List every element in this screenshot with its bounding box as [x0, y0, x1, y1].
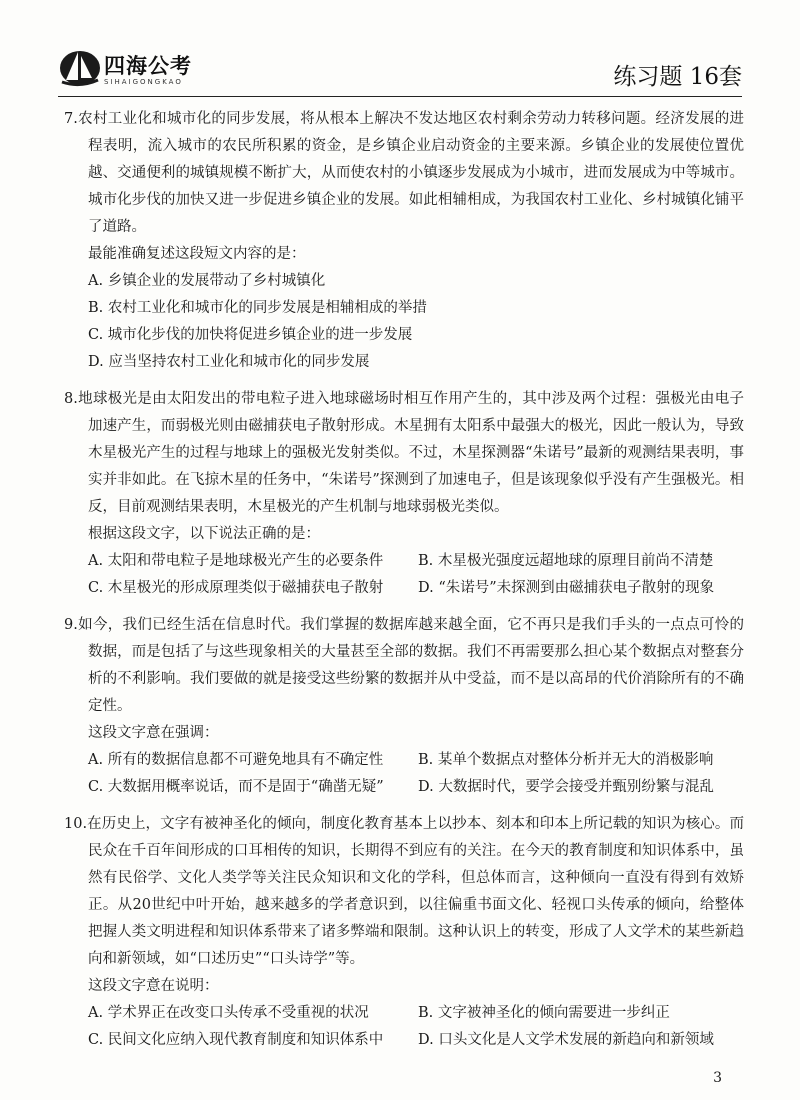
option-c: C. 大数据用概率说话，而不是固于“确凿无疑”: [88, 779, 384, 795]
exercise-set-title: 练习题 16套: [613, 64, 742, 90]
question-10: [64, 811, 744, 1054]
question-stem: [64, 612, 744, 720]
question-text: 农村工业化和城市化的同步发展，将从根本上解决不发达地区农村剩余劳动力转移问题。经济发展的进程表明，流入城市的农民所积累的资金，是乡镇企业启动资金的主要来源。乡镇企业的发展使位置优越、交通便利的城镇规模不断扩大，从而使农村的小镇逐步发展成为小城市，进而发展成为中等城市。城市化步伐的加快又进一步促进乡镇企业的发展。如此相辅相成，为我国农村工业化、乡村城镇化铺平了道路。: [77, 111, 744, 235]
option-b: B. 某单个数据点对整体分析并无大的消极影响: [418, 752, 714, 768]
questions-body: [64, 106, 744, 1064]
page-header: [0, 0, 800, 100]
option-d: D. 大数据时代，要学会接受并甄别纷繁与混乱: [418, 779, 714, 795]
option-d: D. “朱诺号”未探测到由磁捕获电子散射的现象: [418, 580, 715, 596]
question-number: 8.: [64, 391, 78, 407]
header-divider: [58, 96, 742, 97]
option-c: C. 城市化步伐的加快将促进乡镇企业的进一步发展: [88, 327, 413, 343]
sailboat-logo-icon: [58, 44, 102, 88]
option-a: A. 学术界正在改变口头传承不受重视的状况: [88, 1005, 369, 1021]
option-a: A. 所有的数据信息都不可避免地具有不确定性: [88, 752, 384, 768]
option-a: A. 乡镇企业的发展带动了乡村城镇化: [88, 273, 326, 289]
question-number: 7.: [64, 111, 78, 127]
question-prompt: 最能准确复述这段短文内容的是：: [88, 246, 306, 262]
question-text: 地球极光是由太阳发出的带电粒子进入地球磁场时相互作用产生的，其中涉及两个过程：强极光由电子加速产生，而弱极光则由磁捕获电子散射形成。木星拥有太阳系中最强大的极光，因此一般认为，导致木星极光产生的过程与地球上的强极光发射类似。不过，木星探测器“朱诺号”最新的观测结果表明，事实并非如此。在飞掠木星的任务中，“朱诺号”探测到了加速电子，但是该现象似乎没有产生强极光。相反，目前观测结果表明，木星极光的产生机制与地球弱极光类似。: [77, 391, 744, 515]
question-7: [64, 106, 744, 376]
question-8: [64, 386, 744, 602]
question-stem: [64, 811, 744, 973]
question-text: 在历史上，文字有被神圣化的倾向，制度化教育基本上以抄本、刻本和印本上所记载的知识为核心。而民众在千百年间形成的口耳相传的知识，长期得不到应有的关注。在今天的教育制度和知识体系中，虽然有民俗学、文化人类学等关注民众知识和文化的学科，但总体而言，这种倾向一直没有得到有效矫正。从20世纪中叶开始，越来越多的学者意识到，以往偏重书面文化、轻视口头传承的倾向，给整体把握人类文明进程和知识体系带来了诸多弊端和限制。这种认识上的转变，形成了人文学术的某些新趋向和新领域，如“口述历史”“口头诗学”等。: [87, 816, 744, 967]
question-stem: [64, 106, 744, 241]
brand-name: 四海公考: [104, 54, 192, 78]
option-d: D. 口头文化是人文学术发展的新趋向和新领域: [418, 1032, 714, 1048]
option-b: B. 农村工业化和城市化的同步发展是相辅相成的举措: [88, 300, 427, 316]
question-prompt: 这段文字意在说明：: [88, 978, 219, 994]
page-number: 3: [713, 1070, 722, 1086]
question-text: 如今，我们已经生活在信息时代。我们掌握的数据库越来越全面，它不再只是我们手头的一点点可怜的数据，而是包括了与这些现象相关的大量甚至全部的数据。我们不再需要那么担心某个数据点对整套分析的不利影响。我们要做的就是接受这些纷繁的数据并从中受益，而不是以高昂的代价消除所有的不确定性。: [77, 617, 744, 714]
option-b: B. 木星极光强度远超地球的原理目前尚不清楚: [418, 553, 714, 569]
options-grid: [64, 1000, 744, 1054]
options-grid: [64, 548, 744, 602]
question-number: 10.: [64, 816, 88, 832]
question-prompt: 这段文字意在强调：: [88, 725, 219, 741]
question-prompt: 根据这段文字，以下说法正确的是：: [88, 526, 320, 542]
option-c: C. 民间文化应纳入现代教育制度和知识体系中: [88, 1032, 384, 1048]
question-9: [64, 612, 744, 801]
question-number: 9.: [64, 617, 78, 633]
options-grid: [64, 747, 744, 801]
brand-subtitle: SIHAIGONGKAO: [104, 78, 183, 86]
option-a: A. 太阳和带电粒子是地球极光产生的必要条件: [88, 553, 384, 569]
question-stem: [64, 386, 744, 521]
brand-logo: [58, 44, 208, 94]
option-b: B. 文字被神圣化的倾向需要进一步纠正: [418, 1005, 670, 1021]
option-c: C. 木星极光的形成原理类似于磁捕获电子散射: [88, 580, 384, 596]
option-d: D. 应当坚持农村工业化和城市化的同步发展: [88, 354, 370, 370]
